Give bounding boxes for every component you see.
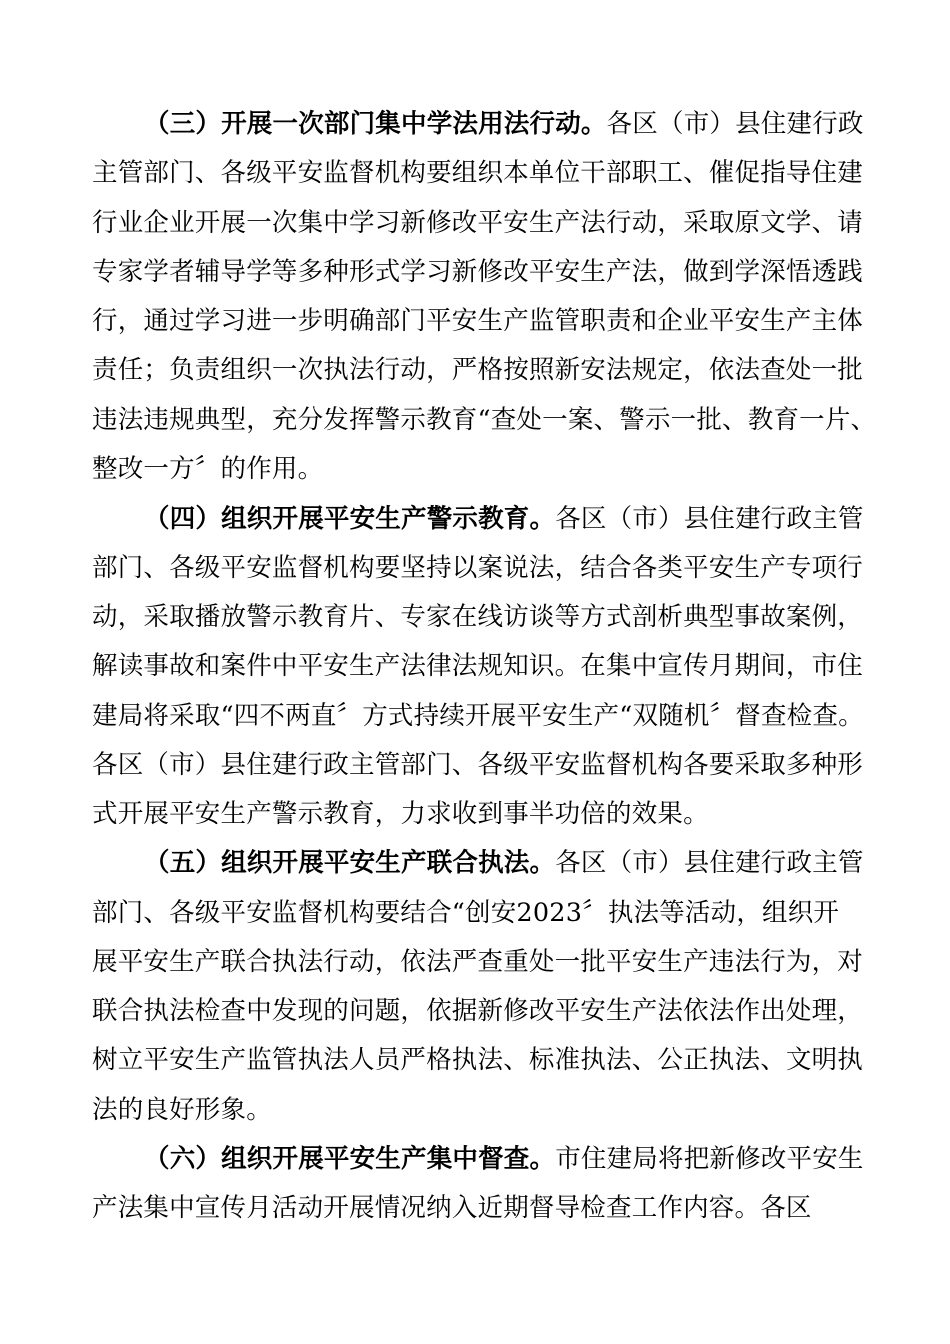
paragraph-line: 动，采取播放警示教育片、专家在线访谈等方式剖析典型事故案例， (92, 602, 864, 632)
section-heading-6: （六）组织开展平安生产集中督查。 (144, 1144, 556, 1174)
section-heading-4: （四）组织开展平安生产警示教育。 (144, 504, 556, 534)
section-heading-3: （三）开展一次部门集中学法用法行动。 (144, 109, 607, 139)
paragraph-line: 部门、各级平安监督机构要坚持以案说法，结合各类平安生产专项行 (92, 553, 864, 583)
paragraph-line: 行业企业开展一次集中学习新修改平安生产法行动，采取原文学、请 (92, 208, 864, 238)
paragraph-line: 整改一方〞的作用。 (92, 454, 324, 484)
paragraph-line: 责任；负责组织一次执法行动，严格按照新安法规定，依法查处一批 (92, 355, 864, 385)
paragraph-line: 部门、各级平安监督机构要结合“创安2023〞执法等活动，组织开 (92, 898, 840, 928)
paragraph-line: 主管部门、各级平安监督机构要组织本单位干部职工、催促指导住建 (92, 158, 864, 188)
paragraph-line: 联合执法检查中发现的问题，依据新修改平安生产法依法作出处理， (92, 996, 864, 1026)
paragraph-line: 各区（市）县住建行政主管部门、各级平安监督机构各要采取多种形 (92, 750, 864, 780)
paragraph-line: 式开展平安生产警示教育，力求收到事半功倍的效果。 (92, 799, 709, 829)
paragraph-line: 产法集中宣传月活动开展情况纳入近期督导检查工作内容。各区 (92, 1193, 812, 1223)
paragraph-line: （三）开展一次部门集中学法用法行动。各区（市）县住建行政 (144, 109, 864, 139)
paragraph-line: （五）组织开展平安生产联合执法。各区（市）县住建行政主管 (144, 848, 864, 878)
paragraph-line: （六）组织开展平安生产集中督查。市住建局将把新修改平安生 (144, 1144, 864, 1174)
paragraph-line: 行，通过学习进一步明确部门平安生产监管职责和企业平安生产主体 (92, 306, 864, 336)
paragraph-line: 法的良好形象。 (92, 1095, 272, 1125)
paragraph-line: 专家学者辅导学等多种形式学习新修改平安生产法，做到学深悟透践 (92, 257, 864, 287)
paragraph-line: （四）组织开展平安生产警示教育。各区（市）县住建行政主管 (144, 504, 864, 534)
paragraph-line: 树立平安生产监管执法人员严格执法、标准执法、公正执法、文明执 (92, 1045, 864, 1075)
section-heading-5: （五）组织开展平安生产联合执法。 (144, 848, 556, 878)
paragraph-line: 展平安生产联合执法行动，依法严查重处一批平安生产违法行为，对 (92, 947, 864, 977)
paragraph-line: 解读事故和案件中平安生产法律法规知识。在集中宣传月期间，市住 (92, 651, 864, 681)
paragraph-line: 违法违规典型，充分发挥警示教育“查处一案、警示一批、教育一片、 (92, 405, 877, 435)
paragraph-line: 建局将采取“四不两直〞方式持续开展平安生产“双随机〞督查检查。 (92, 701, 864, 731)
